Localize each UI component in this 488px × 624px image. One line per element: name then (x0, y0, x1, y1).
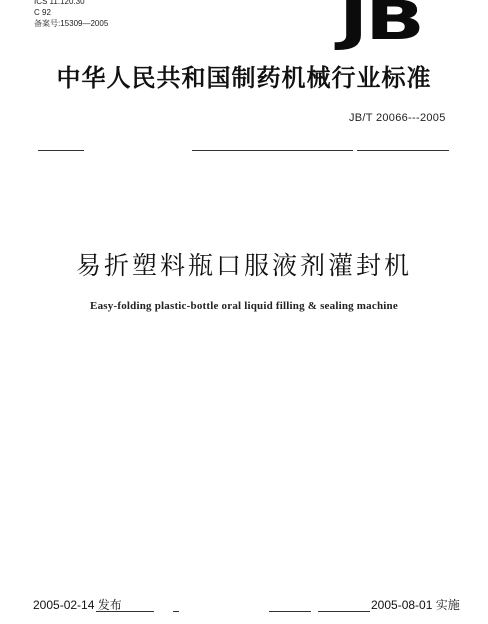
standard-number: JB/T 20066---2005 (349, 112, 446, 124)
footer-rule (96, 611, 154, 612)
footer-rule (269, 611, 311, 612)
header-rule-middle (192, 150, 353, 151)
standard-category-title: 中华人民共和国制药机械行业标准 (56, 64, 432, 92)
document-title: 易折塑料瓶口服液剂灌封机 (75, 251, 412, 280)
header-rule-left (38, 150, 84, 151)
standard-metadata-block (34, 0, 108, 29)
footer-rule (318, 611, 370, 612)
document-english-title: Easy-folding plastic-bottle oral liquid filling & sealing machine (90, 300, 398, 312)
header-rule-right (357, 150, 449, 151)
record-number: 备案号:15309—2005 (34, 19, 109, 28)
jb-logo: JB (339, 0, 423, 52)
classification-code: C 92 (34, 8, 51, 17)
implementation-date: 2005-08-01 实施 (371, 598, 460, 612)
publish-date: 2005-02-14 发布 (33, 598, 122, 612)
ics-code: ICS 11.120.30 (34, 0, 85, 6)
footer-rule (173, 611, 179, 612)
